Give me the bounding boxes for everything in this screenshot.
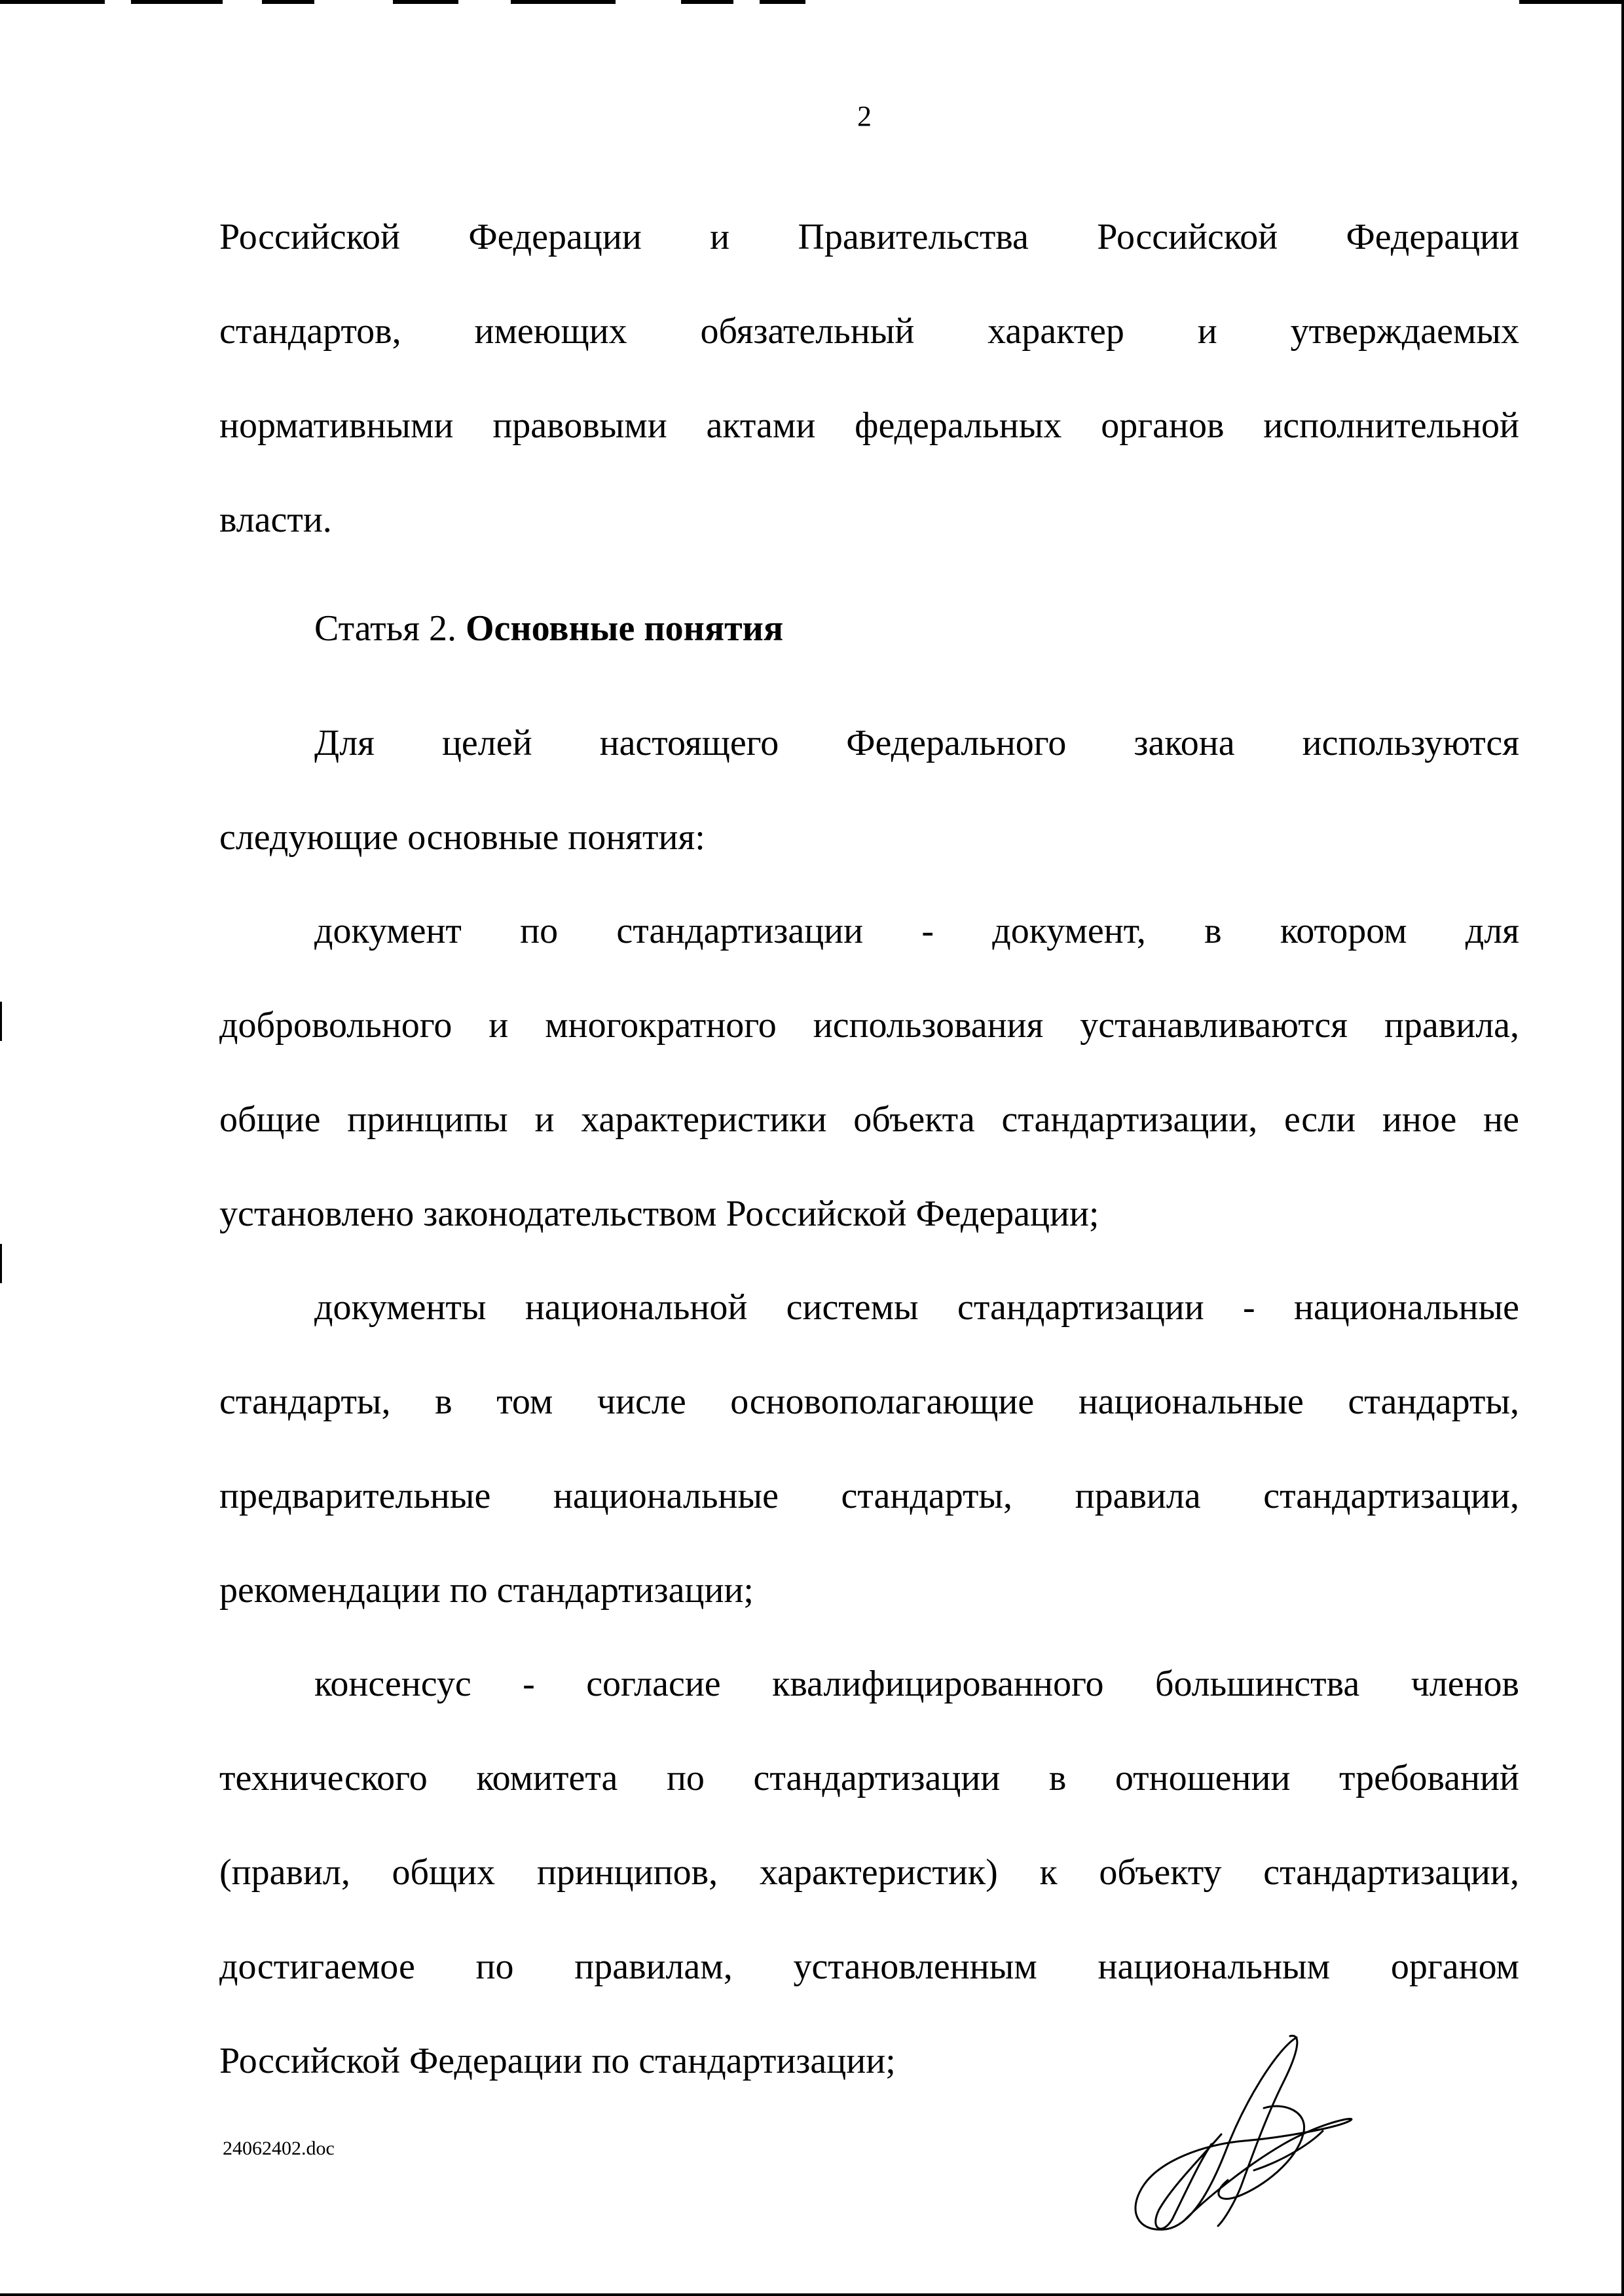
definition-national-system-documents [219, 1260, 1519, 1637]
text-line: Для целей настоящего Федерального закона используются [314, 723, 1519, 763]
text-line: общие принципы и характеристики объекта стандартизации, если иное не [219, 1099, 1519, 1140]
document-code: 24062402.doc [223, 2138, 335, 2159]
definition-standardization-document [219, 884, 1519, 1261]
text-line: установлено законодательством Российской Федерации; [219, 1194, 1099, 1234]
text-line: стандарты, в том числе основополагающие национальные стандарты, [219, 1381, 1519, 1422]
article-number: Статья 2. [314, 608, 466, 649]
text-line: (правил, общих принципов, характеристик) к объекту стандартизации, [219, 1852, 1519, 1893]
text-line: документ по стандартизации - документ, в котором для [314, 911, 1519, 951]
text-line: рекомендации по стандартизации; [219, 1570, 754, 1611]
scan-border-right [1621, 0, 1624, 2296]
article-title: Основные понятия [465, 608, 784, 649]
scan-border-bottom [0, 2293, 1624, 2296]
page-number: 2 [857, 100, 872, 132]
scan-mark [0, 1244, 2, 1283]
text-line: Российской Федерации и Правительства Российской Федерации [219, 217, 1519, 257]
text-line: документы национальной системы стандартизации - национальные [314, 1287, 1519, 1328]
text-line: добровольного и многократного использования устанавливаются правила, [219, 1005, 1519, 1046]
text-line: следующие основные понятия: [219, 817, 705, 858]
paragraph-continuation [219, 190, 1519, 567]
text-line: стандартов, имеющих обязательный характер и утверждаемых [219, 311, 1519, 352]
scan-border-top [0, 0, 1624, 4]
paragraph-intro [219, 696, 1519, 884]
text-line: достигаемое по правилам, установленным национальным органом [219, 1946, 1519, 1987]
text-line: нормативными правовыми актами федеральных органов исполнительной [219, 405, 1519, 446]
scan-mark [0, 1002, 2, 1041]
text-line: консенсус - согласие квалифицированного большинства членов [314, 1664, 1519, 1704]
text-line: технического комитета по стандартизации в отношении требований [219, 1758, 1519, 1798]
text-line: предварительные национальные стандарты, правила стандартизации, [219, 1476, 1519, 1516]
signature-icon [1113, 2030, 1375, 2239]
text-line: власти. [219, 500, 332, 540]
article-heading [314, 589, 783, 668]
text-line: Российской Федерации по стандартизации; [219, 2041, 896, 2081]
